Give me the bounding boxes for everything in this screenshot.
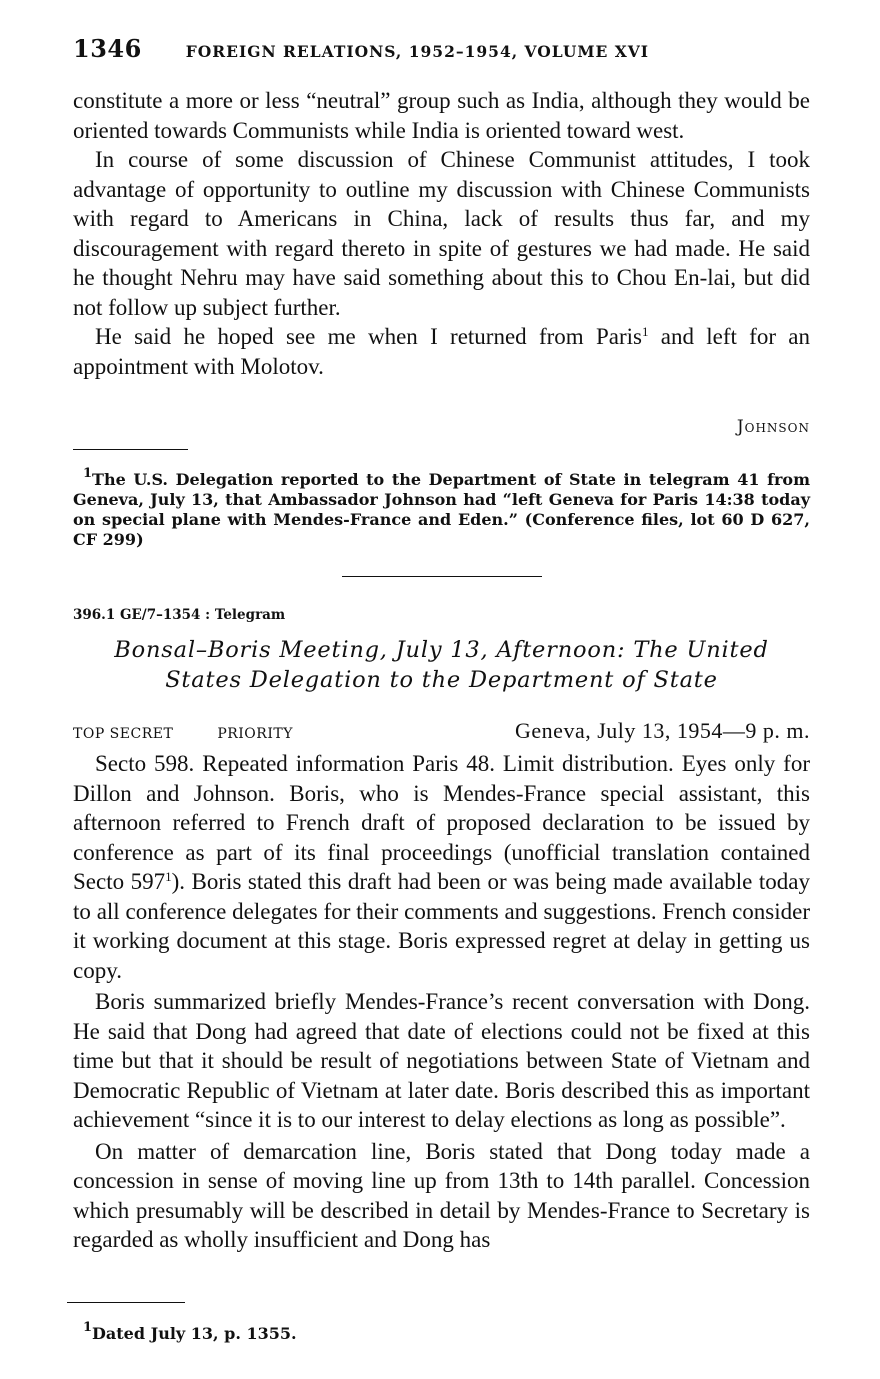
paragraph — [73, 749, 810, 985]
footnote — [73, 466, 810, 550]
file-reference: 396.1 GE/7–1354 : Telegram — [73, 607, 286, 623]
paragraph-text: He said he hoped see me when I returned from Paris — [95, 324, 642, 349]
signature: Johnson — [736, 417, 810, 437]
precedence: PRIORITY — [217, 726, 293, 742]
footnote-divider — [73, 449, 188, 450]
document-title: Bonsal–Boris Meeting, July 13, Afternoon: The United States Delegation to the Department of State — [114, 637, 769, 693]
running-title: FOREIGN RELATIONS, 1952–1954, VOLUME XVI — [185, 42, 650, 61]
paragraph — [73, 322, 810, 381]
footnote-text: The U.S. Delegation reported to the Department of State in telegram 41 from Geneva, July 13, that Ambassador Johnson had “left Geneva for Paris 14:38 today on special plane with Mendes-France and Eden.” (Conference files, lot 60 D 627, CF 299) — [73, 470, 810, 549]
page-header — [73, 34, 649, 63]
footnote-text: Dated July 13, p. 1355. — [92, 1324, 297, 1343]
paragraph: Boris summarized briefly Mendes-France’s recent conversation with Dong. He said that Dong had agreed that date of elections could not be fixed at this time but that it should be result of negotiations between State of Vietnam and Democratic Republic of Vietnam at later date. Boris described this as important achievement “since it is to our interest to delay elections as long as possible”. — [73, 989, 810, 1132]
classification-line — [73, 718, 810, 744]
paragraph: constitute a more or less “neutral” group such as India, although they would be oriented towards Communists while India is oriented toward west. — [73, 88, 810, 143]
previous-document-text — [73, 86, 810, 381]
footnote-marker: 1 — [83, 466, 93, 481]
paragraph-text: ). Boris stated this draft had been or was being made available today to all conference delegates for their comments and suggestions. French consider it working document at this stage. Boris expressed regret at delay in getting us copy. — [73, 869, 810, 983]
document-body — [73, 749, 810, 1255]
footnote-reference: 1 — [641, 324, 649, 339]
paragraph: In course of some discussion of Chinese Communist attitudes, I took advantage of opportunity to outline my discussion with Chinese Communists with regard to Americans in China, lack of results thus far, and my discouragement with regard thereto in spite of gestures we had made. He said he thought Nehru may have said something about this to Chou En-lai, but did not follow up subject further. — [73, 147, 810, 320]
section-divider — [342, 576, 542, 577]
paragraph-text: Secto 598. Repeated information Paris 48. Limit distribution. Eyes only for Dillon and Johnson. Boris, who is Mendes-France special assistant, this afternoon referred to French draft of proposed declaration to be issued by conference as part of its final proceedings (unofficial translation contained Secto 597 — [73, 751, 810, 894]
place-date: Geneva, July 13, 1954—9 p. m. — [515, 718, 810, 743]
footnote-marker: 1 — [83, 1320, 93, 1335]
footnote-reference: 1 — [165, 869, 172, 884]
paragraph: On matter of demarcation line, Boris stated that Dong today made a concession in sense of moving line up from 13th to 14th parallel. Concession which presumably will be described in detail by Mendes-France to Secretary is regarded as wholly insufficient and Dong has — [73, 1138, 810, 1252]
footnote — [73, 1320, 810, 1344]
paragraph-text: and left for an appointment with Molotov. — [73, 324, 810, 379]
classification: TOP SECRET — [73, 726, 174, 742]
footnote-divider — [67, 1302, 185, 1303]
page-number: 1346 — [73, 34, 142, 63]
